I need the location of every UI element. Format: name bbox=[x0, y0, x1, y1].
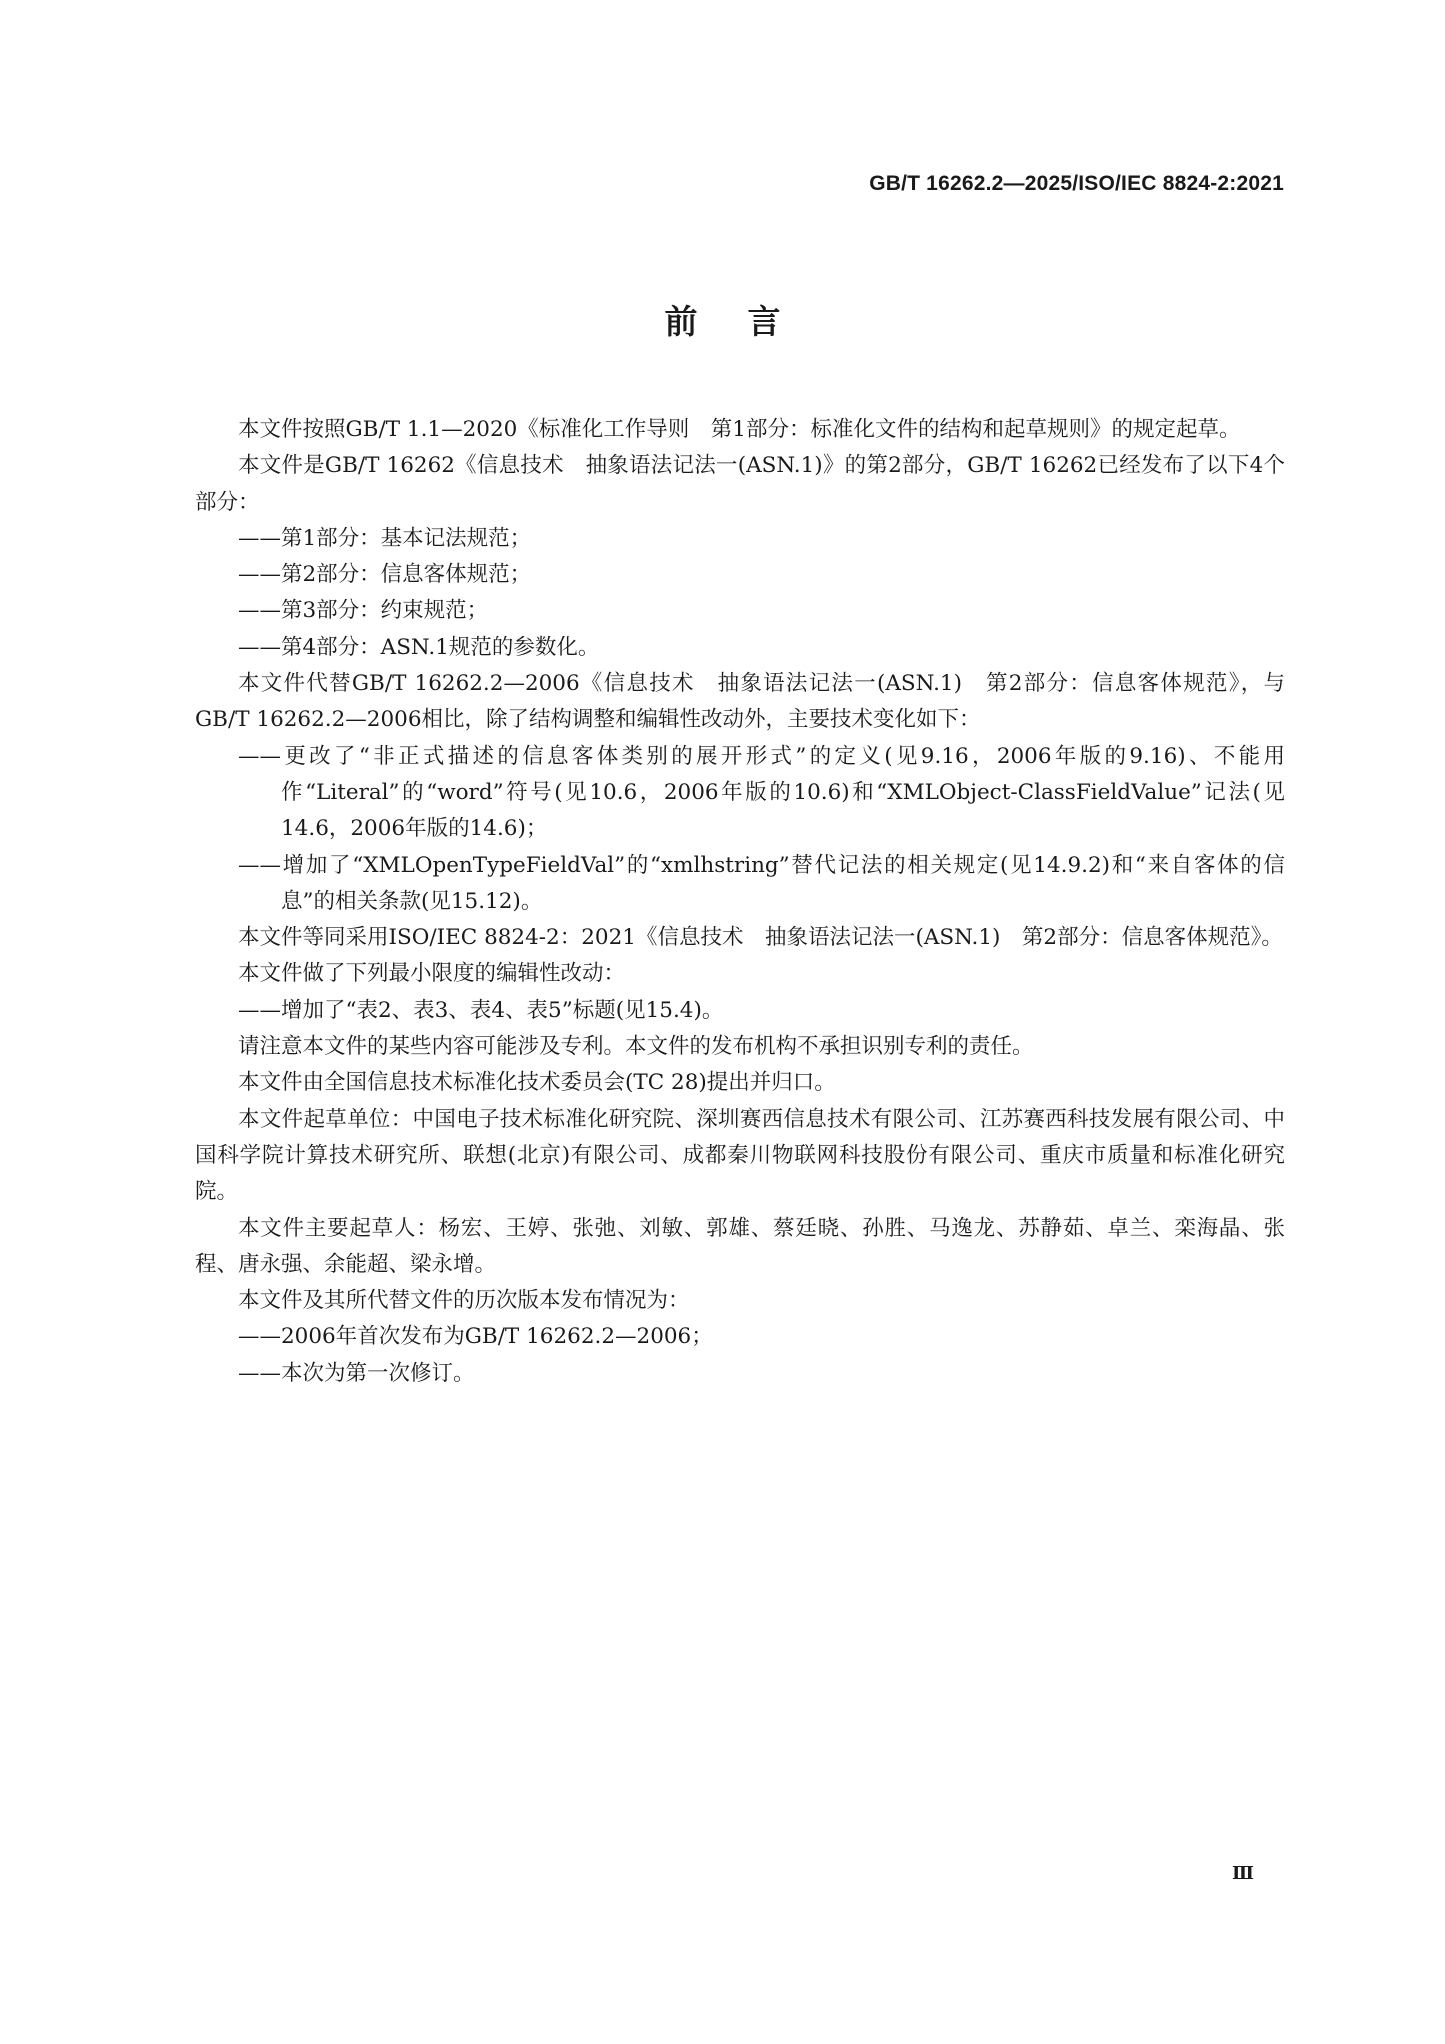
paragraph-adoption: 本文件等同采用ISO/IEC 8824-2：2021《信息技术 抽象语法记法一(ASN.1) 第2部分：信息客体规范》。 bbox=[238, 925, 1283, 951]
list-item-change-2: ——增加了“XMLOpenTypeFieldVal”的“xmlhstring”替代记法的相关规定(见14.9.2)和“来自客体的信息”的相关条款(见15.12)。 bbox=[238, 852, 1285, 914]
paragraph-proposer: 本文件由全国信息技术标准化技术委员会(TC 28)提出并归口。 bbox=[238, 1070, 836, 1096]
document-body bbox=[195, 412, 1285, 1392]
paragraph-drafting-units: 本文件起草单位：中国电子技术标准化研究院、深圳赛西信息技术有限公司、江苏赛西科技发展有限公司、中国科学院计算技术研究所、联想(北京)有限公司、成都秦川物联网科技股份有限公司、重庆市质量和标准化研究院。 bbox=[195, 1106, 1285, 1205]
list-item-part-3: ——第3部分：约束规范； bbox=[238, 598, 489, 624]
list-item-part-1: ——第1部分：基本记法规范； bbox=[238, 525, 532, 551]
paragraph-drafters: 本文件主要起草人：杨宏、王婷、张弛、刘敏、郭雄、蔡廷晓、孙胜、马逸龙、苏静茹、卓兰、栾海晶、张程、唐永强、余能超、梁永增。 bbox=[195, 1215, 1285, 1277]
list-item-history-2: ——本次为第一次修订。 bbox=[238, 1360, 475, 1386]
paragraph-editorial-changes: 本文件做了下列最小限度的编辑性改动： bbox=[238, 961, 626, 987]
paragraph-replacement: 本文件代替GB/T 16262.2—2006《信息技术 抽象语法记法一(ASN.1) 第2部分：信息客体规范》，与GB/T 16262.2—2006相比，除了结构调整和编辑性改动外，主要技术变化如下： bbox=[195, 671, 1285, 733]
paragraph-series-parts: 本文件是GB/T 16262《信息技术 抽象语法记法一(ASN.1)》的第2部分，GB/T 16262已经发布了以下4个部分： bbox=[195, 453, 1285, 515]
page-number: Ⅲ bbox=[1232, 1863, 1254, 1884]
paragraph-patent-notice: 请注意本文件的某些内容可能涉及专利。本文件的发布机构不承担识别专利的责任。 bbox=[238, 1034, 1034, 1060]
list-item-history-1: ——2006年首次发布为GB/T 16262.2—2006； bbox=[238, 1324, 713, 1350]
paragraph-version-history: 本文件及其所代替文件的历次版本发布情况为： bbox=[238, 1288, 690, 1314]
paragraph-drafting-rules: 本文件按照GB/T 1.1—2020《标准化工作导则 第1部分：标准化文件的结构和起草规则》的规定起草。 bbox=[238, 417, 1241, 442]
list-item-editorial-1: ——增加了“表2、表3、表4、表5”标题(见15.4)。 bbox=[238, 997, 724, 1023]
list-item-part-2: ——第2部分：信息客体规范； bbox=[238, 562, 532, 588]
page-title: 前言 bbox=[664, 302, 831, 341]
list-item-part-4: ——第4部分：ASN.1规范的参数化。 bbox=[238, 634, 600, 660]
standard-number-header: GB/T 16262.2—2025/ISO/IEC 8824-2:2021 bbox=[869, 172, 1284, 195]
list-item-change-1: ——更改了“非正式描述的信息客体类别的展开形式”的定义(见9.16，2006年版的9.16)、不能用作“Literal”的“word”符号(见10.6，2006年版的10.6)和“XMLObject-ClassFieldValue”记法(见14.6，2006年版的14.6)； bbox=[238, 743, 1285, 842]
